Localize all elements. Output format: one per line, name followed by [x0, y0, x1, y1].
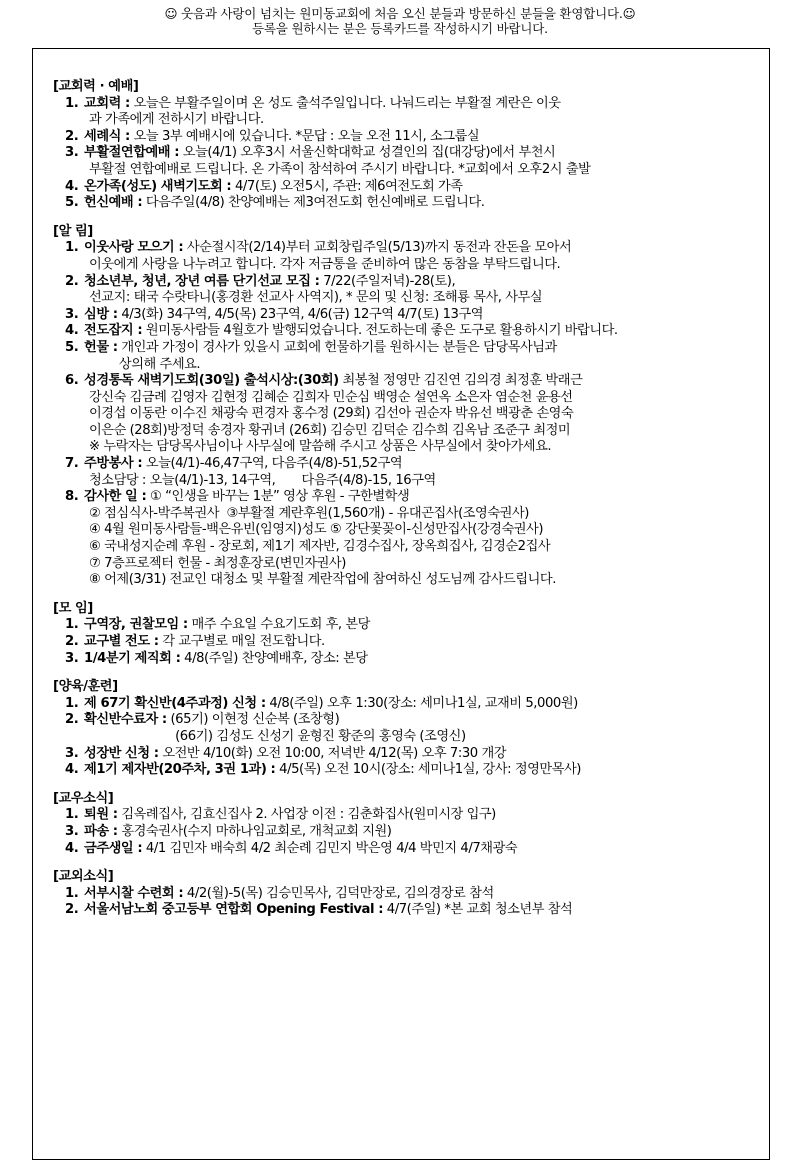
item-continuation: ⑦ 7층프로젝터 헌물 - 최정훈장로(변민자권사): [89, 555, 346, 571]
item-label: 제 67기 확신반(4주과정) 신청 :: [84, 695, 266, 711]
item-text: ① “인생을 바꾸는 1분” 영상 후원 - 구한별학생: [146, 489, 410, 505]
item-text: 오늘은 부활주일이며 온 성도 출석주일입니다. 나눠드리는 부활절 계란은 이웃: [129, 95, 561, 111]
item-continuation: ② 점심식사-박주복권사 ③부활절 계란후원(1,560개) - 유대곤집사(조영숙권사): [89, 505, 529, 521]
section-title: [교우소식]: [53, 790, 114, 806]
list-item: [53, 902, 758, 919]
item-label: 세례식 :: [84, 128, 130, 144]
item-label: 서부시찰 수련회 :: [84, 885, 184, 901]
item-number: 1.: [65, 617, 79, 633]
item-text: 오늘(4/1)-46,47구역, 다음주(4/8)-51,52구역: [142, 456, 403, 472]
item-label: 헌물 :: [84, 339, 118, 355]
item-text: 4/8(주일) 찬양예배후, 장소: 본당: [180, 650, 368, 666]
item-number: 2.: [65, 634, 79, 649]
item-number: 1.: [65, 695, 79, 711]
item-text: 개인과 가정이 경사가 있을시 교회에 헌물하기를 원하시는 분들은 담당목사님과: [117, 339, 557, 355]
item-continuation: 부활절 연합예배로 드립니다. 온 가족이 참석하여 주시기 바랍니다. *교회에서 오후2시 출발: [89, 161, 591, 177]
item-number: 1.: [65, 807, 79, 823]
list-item: [53, 129, 758, 146]
item-label: 심방 :: [84, 306, 118, 322]
item-number: 3.: [65, 145, 79, 161]
list-item: [53, 240, 758, 257]
item-continuation: ※ 누락자는 담당목사님이나 사무실에 말씀해 주시고 상품은 사무실에서 찾아가세요.: [89, 439, 552, 455]
welcome-header: [0, 6, 800, 36]
list-item: [53, 195, 758, 212]
list-item: [53, 323, 758, 340]
item-text: 4/5(목) 오전 10시(장소: 세미나1실, 강사: 정영만목사): [275, 762, 581, 778]
list-item: [53, 307, 758, 324]
list-item: [53, 762, 758, 779]
item-number: 8.: [65, 489, 79, 505]
item-label: 파송 :: [84, 823, 118, 839]
bulletin-content: [53, 79, 758, 925]
item-label: 서울서남노회 중고등부 연합회 Opening Festival :: [84, 902, 384, 918]
list-item: [53, 886, 758, 903]
item-number: 7.: [65, 456, 79, 472]
list-item: [53, 456, 758, 473]
item-continuation: 이경섭 이동란 이수진 채광숙 편경자 홍수정 (29회) 김선아 권순자 박유선 백광춘 손영숙: [89, 406, 574, 422]
item-continuation: 과 가족에게 전하시기 바랍니다.: [89, 112, 264, 128]
item-text: 김옥례집사, 김효신집사 2. 사업장 이전 : 김춘화집사(원미시장 입구): [117, 807, 496, 823]
list-item: [53, 746, 758, 763]
item-label: 교회력 :: [84, 95, 130, 111]
welcome-line: ☺ 웃음과 사랑이 넘치는 원미동교회에 처음 오신 분들과 방문하신 분들을 환영합니다.☺: [164, 6, 636, 21]
item-text: 4/1 김민자 배숙희 4/2 최순례 김민지 박은영 4/4 박민지 4/7채광숙: [142, 840, 518, 856]
item-number: 3.: [65, 823, 79, 839]
list-item: [53, 807, 758, 824]
item-text: 4/7(주일) *본 교회 청소년부 참석: [383, 902, 573, 918]
item-number: 5.: [65, 339, 79, 355]
bulletin-box: [32, 48, 770, 1160]
item-text: 사순절시작(2/14)부터 교회창립주일(5/13)까지 동전과 잔돈을 모아서: [183, 240, 572, 256]
list-item: [53, 96, 758, 113]
item-number: 4.: [65, 762, 79, 778]
item-label: 금주생일 :: [84, 840, 143, 856]
item-number: 3.: [65, 650, 79, 666]
item-continuation: 이은순 (28회)방정덕 송경자 황귀녀 (26회) 김승민 김덕순 김수희 김옥남 조준구 최정미: [89, 422, 571, 438]
item-number: 1.: [65, 885, 79, 901]
list-item: [53, 712, 758, 729]
item-label: 이웃사랑 모으기 :: [84, 240, 184, 256]
item-label: 주방봉사 :: [84, 456, 143, 472]
item-continuation: (66기) 김성도 신성기 윤형진 황준의 홍영숙 (조영신): [89, 728, 466, 744]
list-item: [53, 841, 758, 858]
registration-line: 등록을 원하시는 분은 등록카드를 작성하시기 바랍니다.: [252, 21, 548, 36]
section-title: [알 림]: [53, 223, 93, 239]
item-text: 오늘 3부 예배시에 있습니다. *문답 : 오늘 오전 11시, 소그룹실: [129, 128, 480, 144]
item-label: 온가족(성도) 새벽기도회 :: [84, 178, 232, 194]
item-number: 6.: [65, 373, 79, 389]
item-continuation: 선교지: 태국 수랏타니(홍경환 선교사 사역지), * 문의 및 신청: 조해룡 목사, 사무실: [89, 290, 543, 306]
list-item: [53, 617, 758, 634]
item-text: 홍경숙권사(수지 마하나임교회로, 개척교회 지원): [117, 823, 392, 839]
section-title: [교회력 · 예배]: [53, 79, 139, 94]
item-number: 4.: [65, 323, 79, 339]
item-label: 감사한 일 :: [84, 489, 147, 505]
list-item: [53, 274, 758, 291]
item-text: 오전반 4/10(화) 오전 10:00, 저녁반 4/12(목) 오후 7:30 개강: [158, 745, 507, 761]
item-label: 헌신예배 :: [84, 195, 143, 211]
item-label: 교구별 전도 :: [84, 634, 159, 649]
item-number: 1.: [65, 95, 79, 111]
item-label: 전도잡지 :: [84, 323, 143, 339]
item-continuation: 이웃에게 사랑을 나누려고 합니다. 각자 저금통을 준비하여 많은 동참을 부탁드립니다.: [89, 256, 561, 272]
item-number: 2.: [65, 902, 79, 918]
item-continuation: ⑧ 어제(3/31) 전교인 대청소 및 부활절 계란작업에 참여하신 성도님께 감사드립니다.: [89, 572, 556, 588]
item-text: 오늘(4/1) 오후3시 서울신학대학교 성결인의 집(대강당)에서 부천시: [179, 145, 556, 161]
section-title: [모 임]: [53, 600, 93, 616]
list-item: [53, 824, 758, 841]
item-label: 구역장, 권찰모임 :: [84, 617, 188, 633]
item-number: 2.: [65, 128, 79, 144]
item-text: 각 교구별로 매일 전도합니다.: [158, 634, 325, 649]
item-label: 확신반수료자 :: [84, 712, 167, 728]
item-text: 4/8(주일) 오후 1:30(장소: 세미나1실, 교재비 5,000원): [265, 695, 578, 711]
item-text: 매주 수요일 수요기도회 후, 본당: [187, 617, 370, 633]
item-label: 성장반 신청 :: [84, 745, 159, 761]
item-continuation: 강신숙 김금례 김영자 김현정 김혜순 김희자 민순심 백영순 설연옥 소은자 염순천 윤용선: [89, 389, 573, 405]
item-number: 4.: [65, 840, 79, 856]
item-number: 1.: [65, 240, 79, 256]
item-continuation: 청소담당 : 오늘(4/1)-13, 14구역, 다음주(4/8)-15, 16구역: [89, 472, 436, 488]
item-text: 7/22(주일저녁)-28(토),: [319, 273, 456, 289]
item-text: 4/2(월)-5(목) 김승민목사, 김덕만장로, 김의경장로 참석: [183, 885, 494, 901]
item-text: 다음주일(4/8) 찬양예배는 제3여전도회 헌신예배로 드립니다.: [142, 195, 485, 211]
list-item: [53, 696, 758, 713]
item-label: 1/4분기 제직회 :: [84, 650, 181, 666]
item-number: 4.: [65, 178, 79, 194]
item-label: 청소년부, 청년, 장년 여름 단기선교 모집 :: [84, 273, 320, 289]
item-number: 5.: [65, 195, 79, 211]
list-item: [53, 489, 758, 506]
list-item: [53, 373, 758, 390]
item-text: 원미동사람들 4월호가 발행되었습니다. 전도하는데 좋은 도구로 활용하시기 바랍니다.: [142, 323, 618, 339]
item-text: 4/7(토) 오전5시, 주관: 제6여전도회 가족: [231, 178, 463, 194]
item-number: 2.: [65, 712, 79, 728]
list-item: [53, 179, 758, 196]
section-title: [교외소식]: [53, 869, 114, 885]
item-label: 성경통독 새벽기도회(30일) 출석시상:(30회): [84, 373, 339, 389]
item-number: 2.: [65, 273, 79, 289]
item-continuation: 상의해 주세요.: [89, 356, 201, 372]
list-item: [53, 651, 758, 668]
list-item: [53, 340, 758, 357]
item-label: 제1기 제자반(20주차, 3권 1과) :: [84, 762, 276, 778]
item-text: 4/3(화) 34구역, 4/5(목) 23구역, 4/6(금) 12구역 4/7(토) 13구역: [117, 306, 484, 322]
section-title: [양육/훈련]: [53, 679, 118, 695]
item-label: 부활절연합예배 :: [84, 145, 180, 161]
item-number: 3.: [65, 306, 79, 322]
item-continuation: ④ 4월 원미동사람들-백은유빈(임영지)성도 ⑤ 강단꽃꽂이-신성만집사(강경숙권사): [89, 522, 544, 538]
item-continuation: ⑥ 국내성지순례 후원 - 장로회, 제1기 제자반, 김경수집사, 장옥희집사, 김경순2집사: [89, 539, 551, 555]
item-number: 3.: [65, 745, 79, 761]
item-text: 최봉철 정영만 김진연 김의경 최정훈 박래근: [338, 373, 583, 389]
list-item: [53, 145, 758, 162]
item-label: 퇴원 :: [84, 807, 118, 823]
item-text: (65기) 이현정 신순복 (조창형): [166, 712, 340, 728]
list-item: [53, 634, 758, 651]
